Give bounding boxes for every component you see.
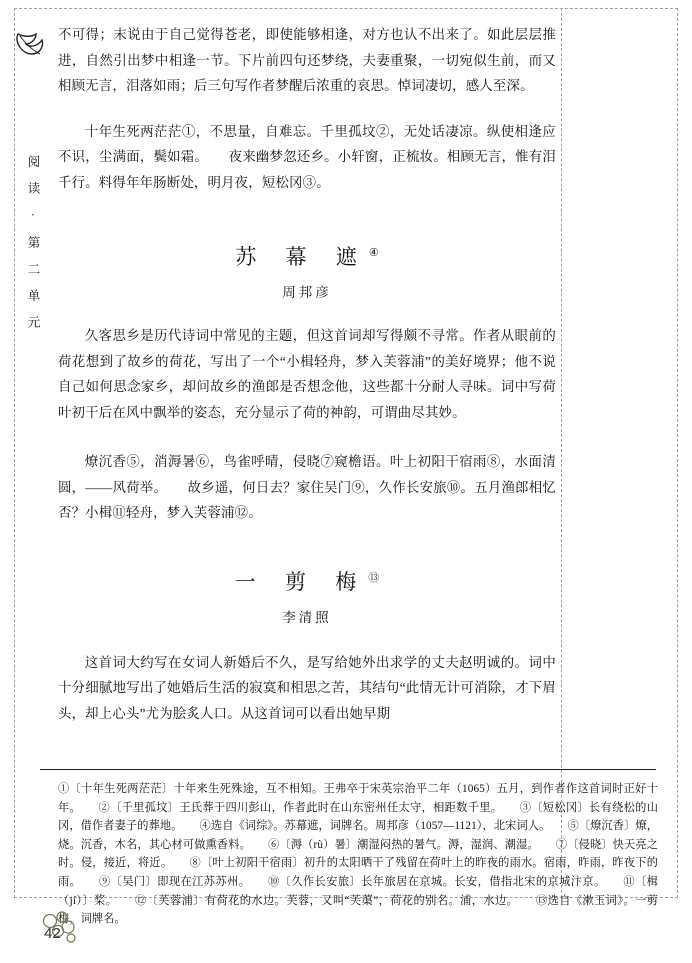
poem-title-yijianmei bbox=[58, 566, 556, 596]
poem-title-sumuzhe bbox=[58, 241, 556, 271]
poem-author-zhoubangyan: 周邦彦 bbox=[282, 285, 332, 300]
footnote-text: ①〔十年生死两茫茫〕十年来生死殊途，互不相知。王弗卒于宋英宗治平二年（1065）五月，到作者作这首词时正好十年。 ②〔千里孤坟〕王氏葬于四川彭山，作者此时在山东密州任太守，相距数千里。 ③〔短松冈〕长有绕松的山冈，借作者妻子的葬地。 ④选自《词综》。苏幕遮，词牌名。周邦彦（1057—1121），北宋词人。 ⑤〔燎沉香〕燎，烧。沉香，木名，其心材可做熏香料。 ⑥〔溽（rù）暑〕潮湿闷热的暑气。溽，湿润、潮湿。 ⑦〔侵晓〕快天亮之时。侵，接近，将近。 ⑧〔叶上初阳干宿雨〕初升的太阳晒干了残留在荷叶上的昨夜的雨水。宿雨，昨雨，昨夜下的雨。 ⑨〔吴门〕即现在江苏苏州。 ⑩〔久作长安旅〕长年旅居在京城。长安，借指北宋的京城汴京。 ⑪〔楫（jí）〕桨。 ⑫〔芙蓉浦〕有荷花的水边。芙蓉，又叫“芙蕖”，荷花的别名。浦，水边。 ⑬选自《漱玉词》。一剪梅，词牌名。 bbox=[58, 783, 658, 926]
poem-title-text-2: 一 剪 梅 bbox=[234, 569, 369, 594]
poem-title-note-marker-2: ⑬ bbox=[368, 571, 380, 584]
footnote-separator bbox=[40, 769, 656, 770]
right-margin-rule bbox=[561, 8, 562, 898]
footnotes bbox=[58, 780, 658, 929]
ci-su-shi-text: 十年生死两茫茫①，不思量，自难忘。千里孤坟②，无处话凄凉。纵使相逢应不识，尘满面，鬓如霜。 夜来幽梦忽还乡。小轩窗，正梳妆。相顾无言，惟有泪千行。料得年年肠断处，明月夜，短松冈③。 bbox=[58, 123, 556, 190]
leaf-ornament-icon bbox=[12, 24, 48, 64]
poem-intro-sumuzhe: 久客思乡是历代诗词中常见的主题，但这首词却写得颇不寻常。作者从眼前的荷花想到了故乡的荷花，写出了一个“小楫轻舟，梦入芙蓉浦”的美好境界；他不说自己如何思念家乡，却问故乡的渔郎是否想念他，这些都十分耐人寻味。词中写荷叶初干后在风中飘举的姿态，充分显示了荷的神韵，可谓曲尽其妙。 bbox=[58, 328, 556, 420]
poem-body-sumuzhe: 燎沉香⑤，消溽暑⑥，鸟雀呼晴，侵晓⑦窥檐语。叶上初阳干宿雨⑧，水面清圆，——风荷举。 故乡遥，何日去？家住吴门⑨，久作长安旅⑩。五月渔郎相忆否？小楫⑪轻舟，梦入芙蓉浦⑫。 bbox=[58, 454, 556, 520]
poem-intro-yijianmei: 这首词大约写在女词人新婚后不久，是写给她外出求学的丈夫赵明诚的。词中十分细腻地写出了她婚后生活的寂寞和相思之苦，其结句“此情无计可消除，才下眉头，却上心头”尤为脍炙人口。从这首词可以看出她早期 bbox=[58, 654, 556, 721]
poem-title-text: 苏 幕 遮 bbox=[235, 245, 369, 269]
poem-author-liqingzhao: 李清照 bbox=[282, 609, 332, 625]
page-content bbox=[58, 8, 556, 726]
top-paragraph: 不可得；末说由于自己觉得苍老，即使能够相逢，对方也认不出来了。如此层层推进，自然引出梦中相逢一节。下片前四句还梦绕，夫妻重聚，一切宛似生前，而又相顾无言，泪落如雨；后三句写作者梦醒后浓重的哀思。悼词凄切，感人至深。 bbox=[58, 27, 556, 93]
page-number: 42 bbox=[44, 925, 61, 942]
poem-title-note-marker: ④ bbox=[368, 247, 379, 259]
unit-side-label: 阅 读 · 第 二 单 元 bbox=[26, 155, 40, 328]
